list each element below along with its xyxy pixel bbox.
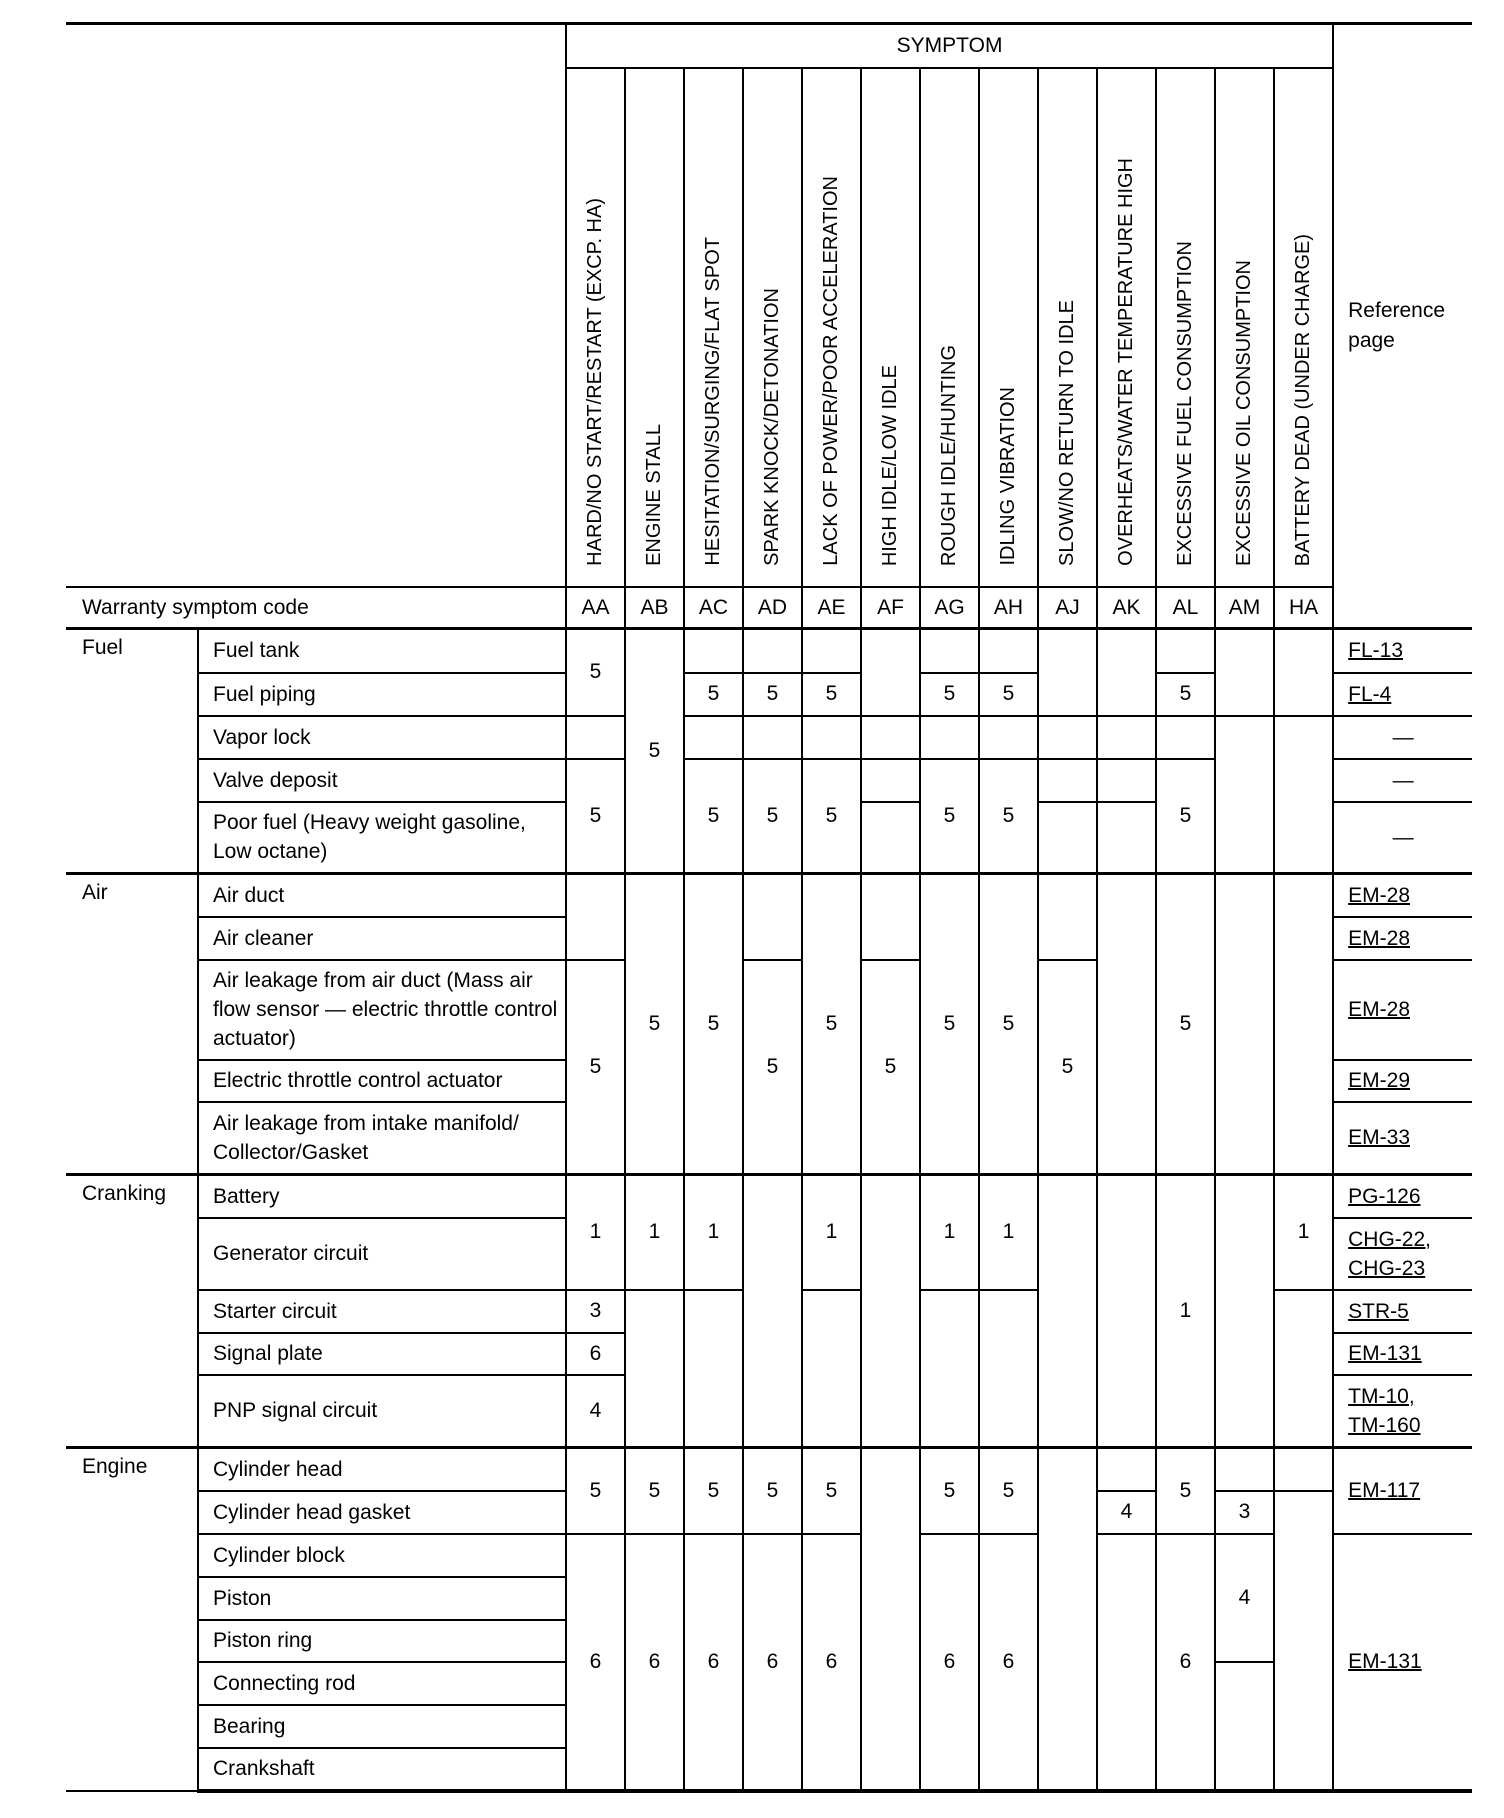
- reference-link[interactable]: EM-28: [1348, 926, 1410, 950]
- table-row: [66, 716, 1472, 759]
- priority-cell: [743, 1175, 802, 1448]
- priority-cell: [861, 716, 920, 759]
- priority-cell: 5: [566, 759, 625, 874]
- warranty-code: AL: [1156, 587, 1215, 629]
- priority-cell: 1: [979, 1175, 1038, 1290]
- item-label: Air leakage from intake manifold/ Collector/Gasket: [198, 1102, 566, 1175]
- priority-cell: 6: [802, 1534, 861, 1791]
- item-label: Starter circuit: [198, 1290, 566, 1333]
- priority-cell: 5: [684, 1448, 743, 1534]
- symptom-name: LACK OF POWER/POOR ACCELERATION: [820, 176, 842, 566]
- priority-cell: 5: [802, 1448, 861, 1534]
- priority-cell: [684, 1290, 743, 1448]
- reference-cell: [1333, 802, 1472, 874]
- priority-cell: [861, 874, 920, 960]
- priority-cell: [979, 629, 1038, 673]
- priority-cell: 3: [566, 1290, 625, 1333]
- priority-cell: 1: [920, 1175, 979, 1290]
- priority-cell: 1: [566, 1175, 625, 1290]
- priority-cell: [1097, 1534, 1156, 1791]
- priority-cell: [1274, 1491, 1333, 1791]
- no-reference-dash: —: [1392, 768, 1414, 792]
- priority-cell: 5: [979, 874, 1038, 1175]
- priority-cell: 5: [979, 759, 1038, 874]
- item-label: Signal plate: [198, 1333, 566, 1375]
- symptom-name: BATTERY DEAD (UNDER CHARGE): [1292, 233, 1315, 566]
- reference-cell: [1333, 1534, 1472, 1791]
- priority-cell: [1097, 759, 1156, 802]
- table-row: [66, 1175, 1472, 1218]
- no-reference-dash: —: [1392, 825, 1414, 849]
- priority-cell: 5: [920, 874, 979, 1175]
- symptom-column-header: [979, 68, 1038, 587]
- priority-cell: 6: [566, 1534, 625, 1791]
- symptom-table: [66, 22, 1472, 1793]
- table-row: [66, 1448, 1472, 1491]
- priority-cell: [684, 716, 743, 759]
- reference-cell: [1333, 759, 1472, 802]
- priority-cell: [1215, 1662, 1274, 1791]
- reference-cell: [1333, 1060, 1472, 1102]
- reference-link[interactable]: STR-5: [1348, 1299, 1409, 1323]
- priority-cell: [743, 874, 802, 960]
- warranty-code: AH: [979, 587, 1038, 629]
- priority-cell: 1: [1156, 1175, 1215, 1448]
- item-label: Fuel tank: [198, 629, 566, 673]
- priority-cell: 5: [566, 960, 625, 1175]
- symptom-name: HIGH IDLE/LOW IDLE: [879, 364, 901, 566]
- reference-cell: [1333, 1218, 1472, 1290]
- priority-cell: 5: [1156, 673, 1215, 716]
- symptom-name: HESITATION/SURGING/FLAT SPOT: [702, 237, 724, 566]
- reference-cell: [1333, 1290, 1472, 1333]
- priority-cell: 5: [684, 673, 743, 716]
- group-label: Fuel: [66, 629, 198, 874]
- priority-cell: [1156, 716, 1215, 759]
- item-label: Cylinder block: [198, 1534, 566, 1577]
- symptom-name: ENGINE STALL: [643, 424, 665, 566]
- priority-cell: [1097, 1175, 1156, 1448]
- priority-cell: [1038, 629, 1097, 716]
- priority-cell: [920, 716, 979, 759]
- priority-cell: [1274, 1448, 1333, 1491]
- priority-cell: 5: [743, 960, 802, 1175]
- priority-cell: [1274, 874, 1333, 1175]
- symptom-name: OVERHEATS/WATER TEMPERATURE HIGH: [1115, 158, 1137, 566]
- priority-cell: [1156, 629, 1215, 673]
- reference-cell: [1333, 1448, 1472, 1534]
- table-row: [66, 629, 1472, 673]
- priority-cell: 6: [625, 1534, 684, 1791]
- warranty-code-row: [66, 587, 1472, 629]
- no-reference-dash: —: [1392, 725, 1414, 749]
- item-label: Bearing: [198, 1705, 566, 1748]
- priority-cell: 5: [743, 759, 802, 874]
- warranty-code: AM: [1215, 587, 1274, 629]
- reference-link[interactable]: EM-131: [1348, 1342, 1422, 1365]
- priority-cell: 5: [802, 673, 861, 716]
- priority-cell: [566, 716, 625, 759]
- reference-link[interactable]: CHG-23: [1348, 1256, 1426, 1280]
- priority-cell: [861, 1175, 920, 1448]
- priority-cell: [1215, 716, 1274, 874]
- priority-cell: 6: [566, 1333, 625, 1375]
- priority-cell: [1274, 1290, 1333, 1448]
- priority-cell: 5: [743, 673, 802, 716]
- priority-cell: 1: [625, 1175, 684, 1290]
- reference-link[interactable]: EM-28: [1348, 998, 1410, 1021]
- symptom-name: HARD/NO START/RESTART (EXCP. HA): [584, 198, 606, 566]
- priority-cell: [1038, 802, 1097, 874]
- priority-cell: 5: [920, 1448, 979, 1534]
- reference-link[interactable]: EM-117: [1348, 1479, 1421, 1503]
- priority-cell: 5: [566, 1448, 625, 1534]
- priority-cell: 5: [920, 759, 979, 874]
- priority-cell: 5: [625, 1448, 684, 1534]
- symptom-column-header: [1038, 68, 1097, 587]
- priority-cell: 5: [625, 629, 684, 874]
- symptom-name: EXCESSIVE OIL CONSUMPTION: [1233, 260, 1255, 566]
- item-label: Fuel piping: [198, 673, 566, 716]
- reference-link[interactable]: FL-4: [1348, 682, 1392, 706]
- symptom-column-header: [566, 68, 625, 587]
- priority-cell: [1215, 1448, 1274, 1491]
- reference-link[interactable]: EM-131: [1348, 1650, 1422, 1673]
- priority-cell: 4: [566, 1375, 625, 1448]
- priority-cell: 6: [1156, 1534, 1215, 1791]
- symptom-name: IDLING VIBRATION: [997, 387, 1019, 566]
- priority-cell: 3: [1215, 1491, 1274, 1534]
- symptom-column-header: [1274, 68, 1333, 587]
- item-label: Piston ring: [198, 1620, 566, 1662]
- warranty-code: AF: [861, 587, 920, 629]
- reference-cell: [1333, 716, 1472, 759]
- priority-cell: [1097, 802, 1156, 874]
- table-row: [66, 874, 1472, 917]
- item-label: PNP signal circuit: [198, 1375, 566, 1448]
- item-label: Cylinder head: [198, 1448, 566, 1491]
- symptom-column-header: [1215, 68, 1274, 587]
- warranty-code: AK: [1097, 587, 1156, 629]
- symptom-column-header: [1097, 68, 1156, 587]
- priority-cell: [1097, 716, 1156, 759]
- priority-cell: [802, 716, 861, 759]
- priority-cell: [566, 874, 625, 960]
- priority-cell: 6: [684, 1534, 743, 1791]
- reference-link[interactable]: TM-160: [1348, 1413, 1421, 1437]
- priority-cell: 5: [802, 874, 861, 1175]
- reference-cell: [1333, 629, 1472, 673]
- item-label: Cylinder head gasket: [198, 1491, 566, 1534]
- priority-cell: [802, 629, 861, 673]
- priority-cell: [1097, 629, 1156, 716]
- table-row: [66, 1534, 1472, 1577]
- priority-cell: [979, 1290, 1038, 1448]
- priority-cell: [861, 802, 920, 874]
- priority-cell: [1215, 1175, 1274, 1448]
- reference-link[interactable]: EM-33: [1348, 1126, 1410, 1150]
- priority-cell: 5: [802, 759, 861, 874]
- priority-cell: [1097, 1448, 1156, 1491]
- warranty-code: AA: [566, 587, 625, 629]
- priority-cell: 1: [684, 1175, 743, 1290]
- priority-cell: [861, 629, 920, 716]
- group-label: Cranking: [66, 1175, 198, 1448]
- priority-cell: [743, 716, 802, 759]
- symptom-column-header: [684, 68, 743, 587]
- priority-cell: 5: [684, 874, 743, 1175]
- priority-cell: [861, 1448, 920, 1791]
- item-label: Valve deposit: [198, 759, 566, 802]
- priority-cell: [1274, 716, 1333, 874]
- priority-cell: [625, 1290, 684, 1448]
- priority-cell: [1038, 1175, 1097, 1448]
- warranty-symptom-code-label: Warranty symptom code: [66, 587, 566, 629]
- item-label: Air duct: [198, 874, 566, 917]
- warranty-code: AG: [920, 587, 979, 629]
- priority-cell: [743, 629, 802, 673]
- symptom-column-header: [861, 68, 920, 587]
- reference-cell: [1333, 673, 1472, 716]
- priority-cell: 5: [1038, 960, 1097, 1175]
- symptom-column-header: [1156, 68, 1215, 587]
- item-label: Generator circuit: [198, 1218, 566, 1290]
- item-label: Crankshaft: [198, 1748, 566, 1791]
- symptom-header-row: [66, 24, 1472, 69]
- priority-cell: [1274, 629, 1333, 716]
- symptom-column-header: [802, 68, 861, 587]
- reference-cell: [1333, 917, 1472, 960]
- priority-cell: 5: [684, 759, 743, 874]
- blank-header-cell: [66, 24, 566, 588]
- group-label: Air: [66, 874, 198, 1175]
- priority-cell: 5: [625, 874, 684, 1175]
- warranty-code: AJ: [1038, 587, 1097, 629]
- symptom-column-header: [625, 68, 684, 587]
- group-label: Engine: [66, 1448, 198, 1791]
- priority-cell: [1215, 629, 1274, 716]
- priority-cell: 5: [979, 673, 1038, 716]
- warranty-code: AC: [684, 587, 743, 629]
- reference-cell: [1333, 1102, 1472, 1175]
- priority-cell: 4: [1097, 1491, 1156, 1534]
- priority-cell: 1: [1274, 1175, 1333, 1290]
- symptom-name: SLOW/NO RETURN TO IDLE: [1056, 300, 1078, 566]
- reference-link[interactable]: EM-28: [1348, 883, 1410, 907]
- symptom-name: ROUGH IDLE/HUNTING: [938, 344, 960, 566]
- priority-cell: 6: [920, 1534, 979, 1791]
- reference-cell: [1333, 1175, 1472, 1218]
- priority-cell: [1038, 874, 1097, 960]
- priority-cell: 5: [861, 960, 920, 1175]
- item-label: Vapor lock: [198, 716, 566, 759]
- reference-link[interactable]: PG-126: [1348, 1184, 1421, 1208]
- priority-cell: [920, 629, 979, 673]
- reference-page-heading: Reference page: [1333, 24, 1472, 629]
- warranty-code: AE: [802, 587, 861, 629]
- item-label: Piston: [198, 1577, 566, 1620]
- symptom-name: EXCESSIVE FUEL CONSUMPTION: [1174, 241, 1196, 566]
- item-label: Air cleaner: [198, 917, 566, 960]
- symptom-column-header: [743, 68, 802, 587]
- reference-cell: [1333, 1375, 1472, 1448]
- reference-cell: [1333, 960, 1472, 1060]
- priority-cell: [1038, 1448, 1097, 1791]
- symptom-column-header: [920, 68, 979, 587]
- priority-cell: 6: [743, 1534, 802, 1791]
- item-label: Poor fuel (Heavy weight gasoline, Low octane): [198, 802, 566, 874]
- priority-cell: 5: [920, 673, 979, 716]
- priority-cell: 5: [743, 1448, 802, 1534]
- reference-cell: [1333, 874, 1472, 917]
- warranty-code: AD: [743, 587, 802, 629]
- reference-link[interactable]: TM-10,: [1348, 1384, 1415, 1408]
- symptom-name: SPARK KNOCK/DETONATION: [761, 288, 783, 566]
- reference-link[interactable]: CHG-22,: [1348, 1227, 1431, 1251]
- priority-cell: [802, 1290, 861, 1448]
- item-label: Electric throttle control actuator: [198, 1060, 566, 1102]
- priority-cell: 5: [1156, 759, 1215, 874]
- reference-link[interactable]: FL-13: [1348, 639, 1403, 663]
- item-label: Connecting rod: [198, 1662, 566, 1705]
- priority-cell: [1215, 874, 1274, 1175]
- priority-cell: [920, 1290, 979, 1448]
- priority-cell: [979, 716, 1038, 759]
- priority-cell: 5: [566, 629, 625, 716]
- priority-cell: [1038, 759, 1097, 802]
- reference-link[interactable]: EM-29: [1348, 1069, 1410, 1092]
- priority-cell: [1038, 716, 1097, 759]
- symptom-heading: SYMPTOM: [566, 24, 1333, 69]
- priority-cell: 4: [1215, 1534, 1274, 1662]
- priority-cell: 1: [802, 1175, 861, 1290]
- priority-cell: 5: [1156, 1448, 1215, 1534]
- item-label: Battery: [198, 1175, 566, 1218]
- priority-cell: [684, 629, 743, 673]
- priority-cell: 5: [1156, 874, 1215, 1175]
- warranty-code: HA: [1274, 587, 1333, 629]
- priority-cell: [1097, 874, 1156, 1175]
- priority-cell: [861, 759, 920, 802]
- priority-cell: 5: [979, 1448, 1038, 1534]
- item-label: Air leakage from air duct (Mass air flow sensor — electric throttle control actuator): [198, 960, 566, 1060]
- reference-cell: [1333, 1333, 1472, 1375]
- warranty-code: AB: [625, 587, 684, 629]
- priority-cell: 6: [979, 1534, 1038, 1791]
